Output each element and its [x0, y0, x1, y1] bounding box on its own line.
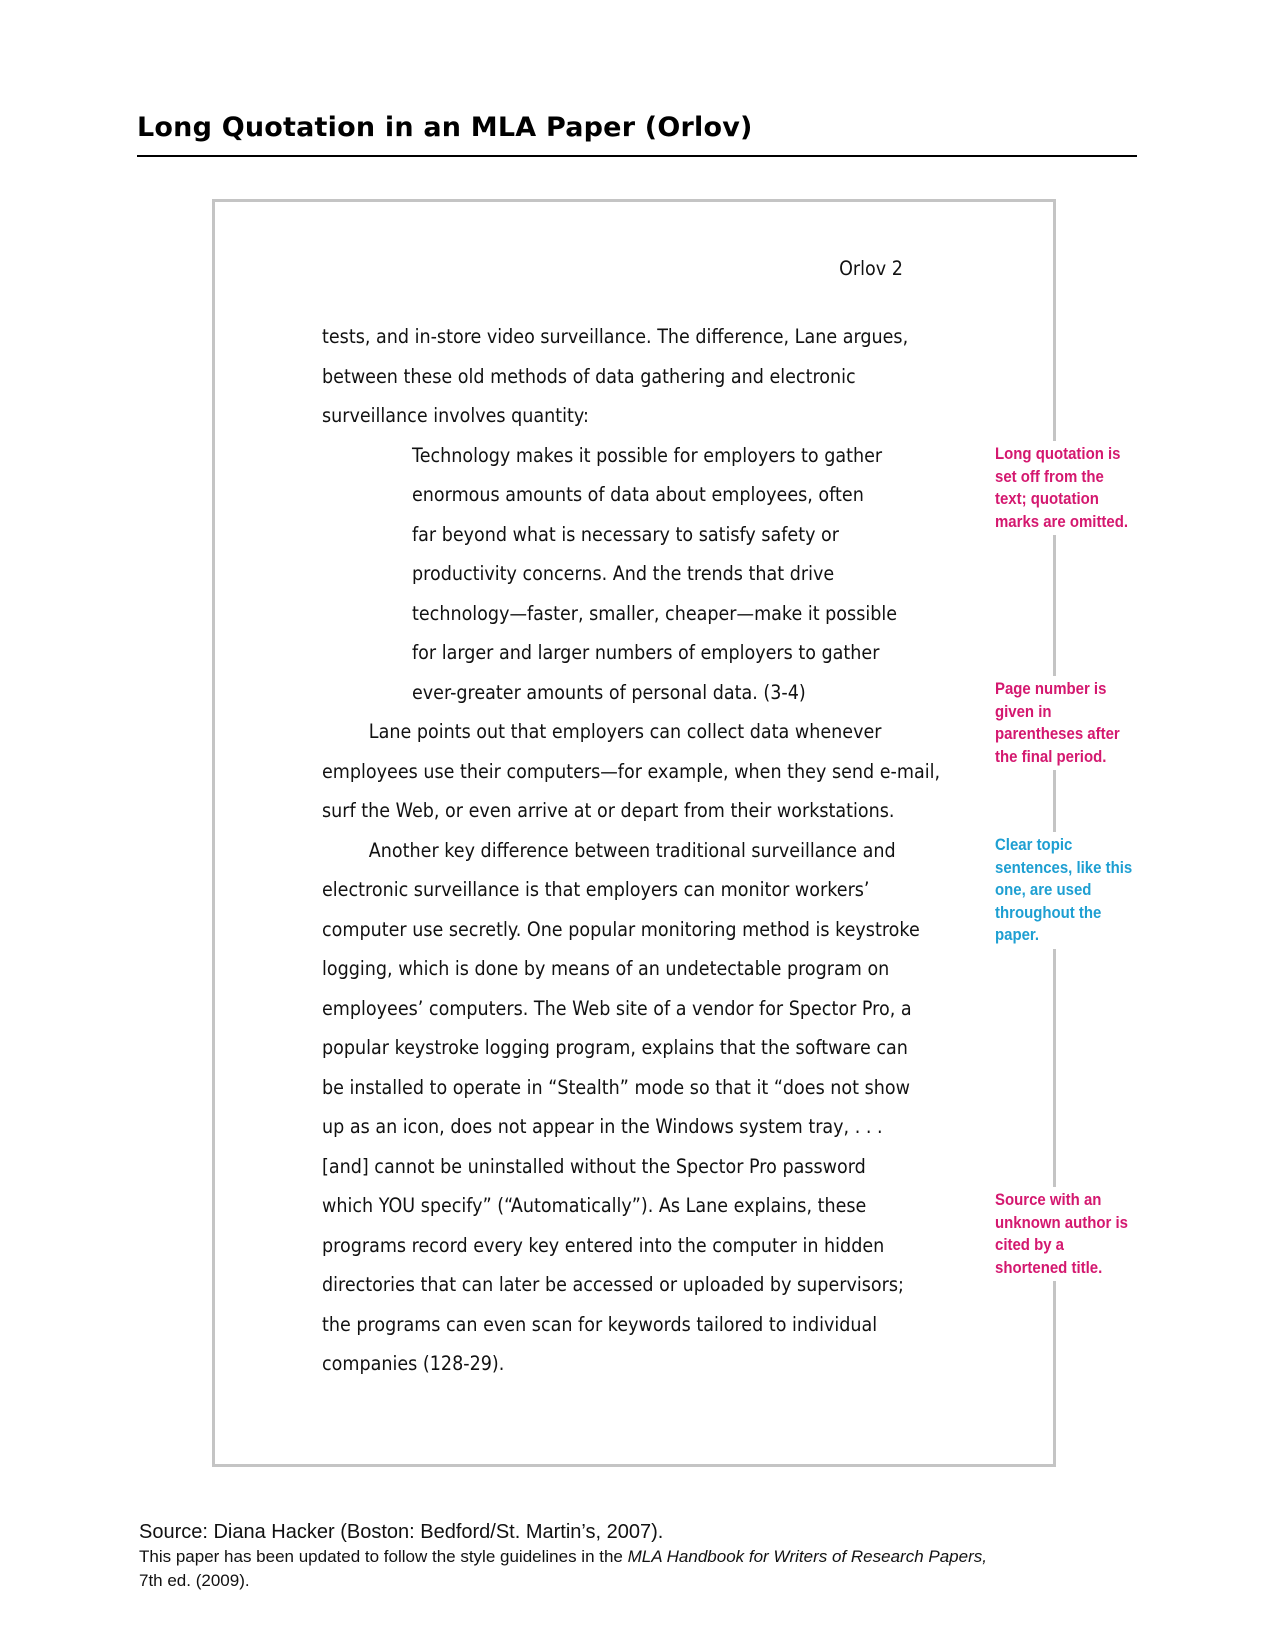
- edition-note: [139, 1545, 1189, 1569]
- running-head: Orlov 2: [839, 257, 903, 280]
- annotation-long-quotation: Long quotation is set off from the text; quotation marks are omitted.: [995, 441, 1136, 535]
- annotation-page-number: Page number is given in parentheses after the final period.: [995, 676, 1136, 770]
- block-quotation: [322, 436, 934, 713]
- body-line: Another key difference between traditional surveillance and: [368, 838, 896, 862]
- paragraph-lane: [322, 712, 941, 831]
- body-line: be installed to operate in “Stealth” mode so that it “does not show: [322, 1075, 910, 1099]
- quote-line: far beyond what is necessary to satisfy safety or: [412, 522, 840, 546]
- paragraph-keystroke: [322, 831, 934, 1384]
- source-note: [139, 1519, 1189, 1593]
- edition-line: 7th ed. (2009).: [139, 1571, 250, 1590]
- quote-line: Technology makes it possible for employers to gather: [412, 443, 883, 467]
- body-line: between these old methods of data gathering and electronic: [322, 364, 856, 388]
- body-line: companies (128-29).: [322, 1352, 505, 1375]
- body-line: programs record every key entered into the computer in hidden: [322, 1233, 885, 1257]
- quote-line: for larger and larger numbers of employers to gather: [412, 641, 880, 664]
- page-title: Long Quotation in an MLA Paper (Orlov): [137, 112, 753, 143]
- note-prefix: This paper has been updated to follow the style guidelines in the: [139, 1547, 628, 1566]
- body-line: directories that can later be accessed or uploaded by supervisors;: [322, 1273, 904, 1296]
- body-line: popular keystroke logging program, explains that the software can: [322, 1036, 908, 1059]
- paper-page: [212, 199, 1056, 1467]
- quote-line: productivity concerns. And the trends that drive: [412, 562, 835, 585]
- quote-line: ever-greater amounts of personal data. (3-4): [412, 680, 806, 704]
- body-line: computer use secretly. One popular monitoring method is keystroke: [322, 917, 920, 941]
- annotation-topic-sentences: Clear topic sentences, like this one, are used throughout the paper.: [995, 832, 1136, 949]
- body-line: up as an icon, does not appear in the Windows system tray, . . .: [322, 1115, 883, 1138]
- title-rule: [137, 155, 1137, 157]
- body-line: the programs can even scan for keywords tailored to individual: [322, 1312, 878, 1336]
- paper-body: [322, 317, 941, 1384]
- body-line: tests, and in-store video surveillance. The difference, Lane argues,: [322, 325, 909, 348]
- body-line: electronic surveillance is that employers can monitor workers’: [322, 878, 870, 901]
- body-line: [and] cannot be uninstalled without the Spector Pro password: [322, 1154, 866, 1178]
- body-line: surf the Web, or even arrive at or depart from their workstations.: [322, 799, 895, 822]
- body-line: employees use their computers—for example, when they send e-mail,: [322, 759, 941, 783]
- source-line: Source: Diana Hacker (Boston: Bedford/St. Martin’s, 2007).: [139, 1521, 664, 1543]
- body-line: employees’ computers. The Web site of a vendor for Spector Pro, a: [322, 996, 912, 1020]
- handbook-title: MLA Handbook for Writers of Research Papers,: [627, 1547, 987, 1566]
- quote-line: enormous amounts of data about employees, often: [412, 483, 864, 506]
- body-line: which YOU specify” (“Automatically”). As Lane explains, these: [322, 1194, 867, 1217]
- body-line: surveillance involves quantity:: [322, 404, 589, 427]
- body-line: Lane points out that employers can collect data whenever: [368, 720, 882, 743]
- body-line: logging, which is done by means of an undetectable program on: [322, 957, 890, 980]
- annotation-unknown-author: Source with an unknown author is cited by a shortened title.: [995, 1187, 1136, 1281]
- quote-line: technology—faster, smaller, cheaper—make it possible: [412, 601, 898, 625]
